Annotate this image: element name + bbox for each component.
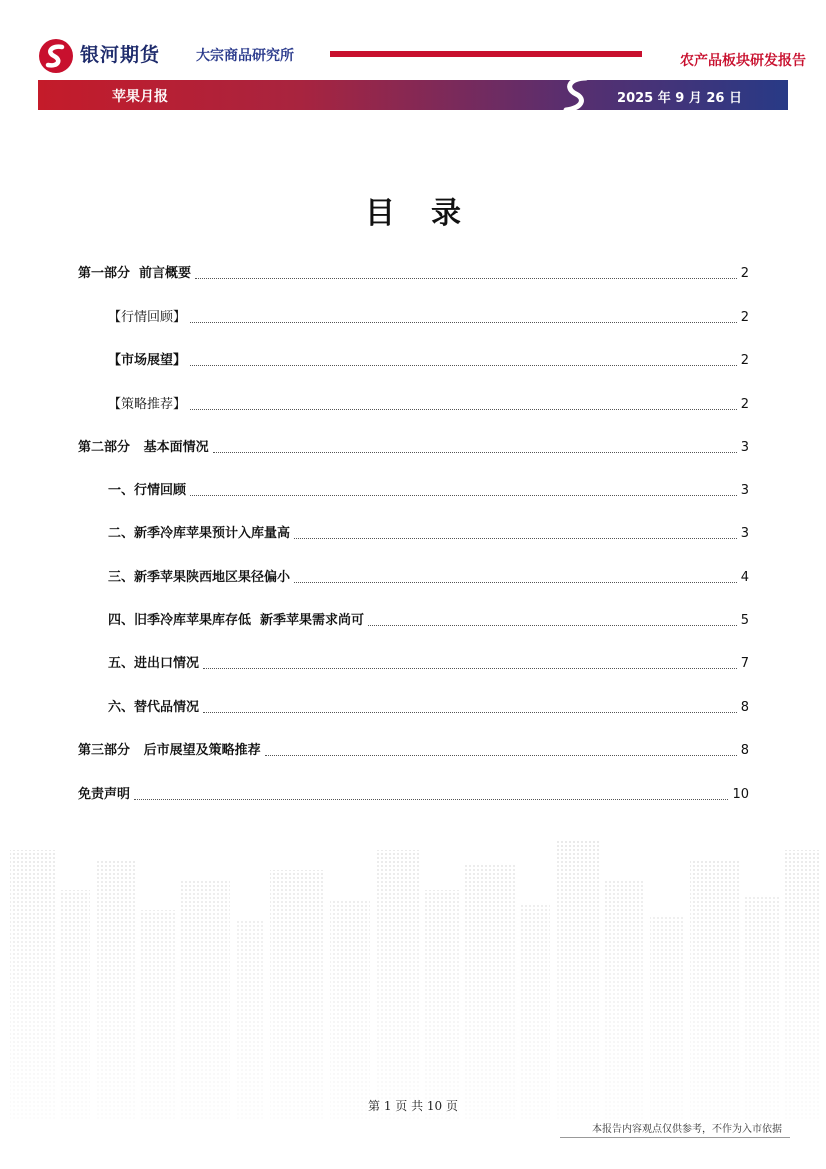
toc-entry-page: 2 xyxy=(740,397,749,412)
toc-entry-label: 免责声明 xyxy=(78,787,131,802)
toc-entry-disclaimer[interactable] xyxy=(78,786,749,804)
toc-entry-label: 二、新季冷库苹果预计入库量高 xyxy=(108,526,291,541)
toc-entry-page: 10 xyxy=(732,787,749,802)
toc-leader-dots xyxy=(203,668,737,669)
toc-entry-market-outlook[interactable] xyxy=(108,352,749,370)
institute-name: 大宗商品研究所 xyxy=(196,48,294,64)
toc-entry-label: 第一部分 前言概要 xyxy=(78,266,192,281)
toc-leader-dots xyxy=(213,452,737,453)
toc-entry-section-6[interactable] xyxy=(108,699,749,717)
report-date: 2025 年 9 月 26 日 xyxy=(617,91,742,106)
toc-leader-dots xyxy=(195,278,737,279)
toc-entry-strategy[interactable] xyxy=(108,396,749,414)
toc-leader-dots xyxy=(294,582,737,583)
toc-entry-label: 【行情回顾】 xyxy=(108,310,187,325)
toc-entry-market-review[interactable] xyxy=(108,309,749,327)
toc-entry-page: 3 xyxy=(740,483,749,498)
toc-entry-label: 第三部分 后市展望及策略推荐 xyxy=(78,743,261,758)
toc-entry-section-3[interactable] xyxy=(108,569,749,587)
toc-entry-label: 【策略推荐】 xyxy=(108,397,187,412)
toc-entry-label: 三、新季苹果陕西地区果径偏小 xyxy=(108,570,291,585)
toc-entry-page: 7 xyxy=(740,656,749,671)
toc-entry-label: 六、替代品情况 xyxy=(108,700,200,715)
toc-entry-label: 五、进出口情况 xyxy=(108,656,200,671)
toc-entry-page: 2 xyxy=(740,310,749,325)
toc-entry-part2[interactable] xyxy=(78,439,749,457)
footer-divider xyxy=(560,1137,790,1138)
toc-entry-part1[interactable] xyxy=(78,265,749,283)
toc-entry-page: 8 xyxy=(740,743,749,758)
toc-entry-page: 5 xyxy=(740,613,749,628)
toc-leader-dots xyxy=(190,365,737,366)
toc-leader-dots xyxy=(190,495,737,496)
disclaimer-note: 本报告内容观点仅供参考，不作为入市依据 xyxy=(592,1124,782,1135)
toc-leader-dots xyxy=(265,755,737,756)
page-number: 第 1 页 共 10 页 xyxy=(368,1099,458,1113)
toc-entry-label: 【市场展望】 xyxy=(108,353,187,368)
toc-entry-section-1[interactable] xyxy=(108,482,749,500)
toc-entry-label: 第二部分 基本面情况 xyxy=(78,440,209,455)
toc-entry-section-2[interactable] xyxy=(108,525,749,543)
report-title: 苹果月报 xyxy=(112,89,168,105)
toc-entry-label: 四、旧季冷库苹果库存低 新季苹果需求尚可 xyxy=(108,613,365,628)
toc-entry-part3[interactable] xyxy=(78,742,749,760)
report-type: 农产品板块研发报告 xyxy=(680,53,806,69)
toc-entry-page: 3 xyxy=(740,440,749,455)
toc-leader-dots xyxy=(294,538,737,539)
toc-entry-label: 一、行情回顾 xyxy=(108,483,187,498)
toc-entry-section-5[interactable] xyxy=(108,655,749,673)
toc-leader-dots xyxy=(134,799,728,800)
skyline-watermark xyxy=(0,820,826,1120)
toc-entry-section-4[interactable] xyxy=(108,612,749,630)
toc-entry-page: 2 xyxy=(740,266,749,281)
toc-entry-page: 3 xyxy=(740,526,749,541)
toc-heading: 目录 xyxy=(365,196,497,231)
toc-leader-dots xyxy=(203,712,737,713)
toc-entry-page: 4 xyxy=(740,570,749,585)
toc-leader-dots xyxy=(190,322,737,323)
brand-name: 银河期货 xyxy=(80,44,161,66)
toc-entry-page: 2 xyxy=(740,353,749,368)
toc-leader-dots xyxy=(190,409,737,410)
toc-entry-page: 8 xyxy=(740,700,749,715)
toc-leader-dots xyxy=(368,625,737,626)
